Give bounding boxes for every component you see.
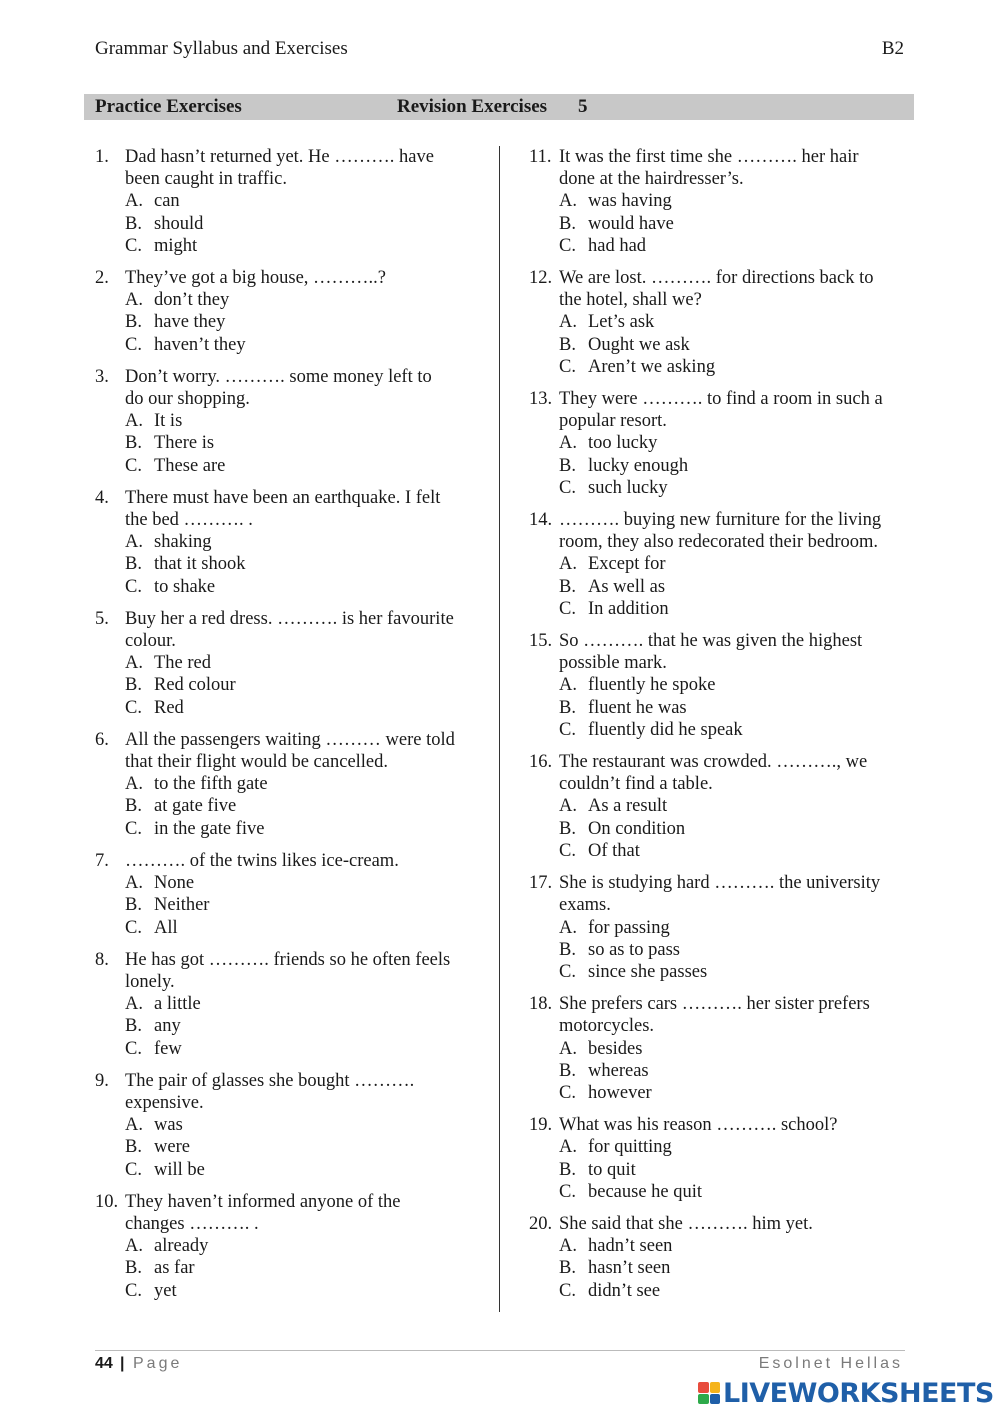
question-text: It was the first time she ………. her hair xyxy=(559,147,859,167)
answer-option xyxy=(559,213,919,235)
answer-option xyxy=(559,311,919,333)
question-item xyxy=(529,146,919,257)
question-number: 13. xyxy=(529,389,553,410)
question-text: Dad hasn’t returned yet. He ………. have xyxy=(125,147,434,167)
option-text: to shake xyxy=(154,576,216,597)
answer-option xyxy=(559,1280,919,1302)
exercise-number: 5 xyxy=(578,96,588,117)
option-letter: A. xyxy=(559,675,577,696)
option-text: These are xyxy=(154,455,226,476)
question-text: The pair of glasses she bought ………. xyxy=(125,1070,415,1091)
option-text: Ought we ask xyxy=(588,334,690,355)
option-text: On condition xyxy=(588,818,686,839)
answer-option xyxy=(559,356,919,378)
answer-option xyxy=(125,235,485,257)
question-item xyxy=(529,630,919,741)
question-item xyxy=(95,949,485,1060)
subsection-title: Revision Exercises xyxy=(397,96,548,117)
question-text: the bed ………. . xyxy=(125,510,253,531)
answer-option xyxy=(559,697,919,719)
question-text: been caught in traffic. xyxy=(125,169,287,190)
question-number: 4. xyxy=(95,487,109,508)
option-text: since she passes xyxy=(588,961,708,982)
answer-option xyxy=(125,213,485,235)
question-item xyxy=(95,1191,485,1302)
answer-option xyxy=(559,719,919,741)
option-text: had had xyxy=(588,235,647,256)
option-text: Let’s ask xyxy=(588,312,655,333)
option-letter: A. xyxy=(125,774,143,795)
answer-option xyxy=(125,1114,485,1136)
option-text: All xyxy=(154,917,178,938)
option-text: In addition xyxy=(588,598,669,619)
option-text: yet xyxy=(154,1280,177,1301)
question-text: So ………. that he was given the highest xyxy=(559,631,863,652)
question-number: 9. xyxy=(95,1070,109,1091)
question-number: 2. xyxy=(95,268,109,289)
option-text: for quitting xyxy=(588,1137,672,1158)
option-letter: B. xyxy=(125,312,142,333)
option-text: haven’t they xyxy=(154,334,246,355)
answer-option xyxy=(125,432,485,454)
option-letter: C. xyxy=(559,356,576,377)
option-letter: C. xyxy=(125,1280,142,1301)
answer-option xyxy=(125,1280,485,1302)
question-text: She is studying hard ………. the university xyxy=(559,873,881,894)
option-text: Aren’t we asking xyxy=(588,356,716,377)
question-number: 3. xyxy=(95,366,109,387)
option-text: too lucky xyxy=(588,433,658,454)
question-item xyxy=(95,1070,485,1181)
option-text: It is xyxy=(154,411,183,432)
option-letter: B. xyxy=(559,697,576,718)
answer-option xyxy=(125,576,485,598)
question-text: She prefers cars ………. her sister prefers xyxy=(559,994,870,1015)
question-text: couldn’t find a table. xyxy=(559,774,713,795)
question-text: There must have been an earthquake. I felt xyxy=(125,487,441,508)
question-text: ………. of the twins likes ice-cream. xyxy=(125,850,399,871)
option-letter: A. xyxy=(125,1115,143,1136)
question-text: They were ………. to find a room in such a xyxy=(559,389,883,410)
option-letter: B. xyxy=(125,1137,142,1158)
answer-option xyxy=(559,1181,919,1203)
level-label: B2 xyxy=(881,38,904,59)
liveworksheets-brand xyxy=(698,1377,994,1409)
option-letter: C. xyxy=(125,235,142,256)
question-item xyxy=(95,729,485,840)
option-text: hadn’t seen xyxy=(588,1236,673,1257)
question-text: possible mark. xyxy=(559,653,667,674)
question-item xyxy=(95,267,485,356)
question-text: Don’t worry. ………. some money left to xyxy=(125,366,432,387)
answer-option xyxy=(559,939,919,961)
question-item xyxy=(529,267,919,378)
question-text: They’ve got a big house, ………..? xyxy=(125,268,386,289)
question-text: The restaurant was crowded. ………., we xyxy=(559,752,868,773)
answer-option xyxy=(125,455,485,477)
answer-option xyxy=(125,697,485,719)
option-letter: B. xyxy=(125,1258,142,1279)
document-title: Grammar Syllabus and Exercises xyxy=(95,38,348,59)
questions-left-column xyxy=(95,146,485,1312)
page-label: Page xyxy=(133,1355,183,1372)
option-letter: A. xyxy=(559,554,577,575)
answer-option xyxy=(125,818,485,840)
option-letter: C. xyxy=(125,334,142,355)
question-text: All the passengers waiting ……… were told xyxy=(125,729,455,750)
option-text: to quit xyxy=(588,1159,636,1180)
question-item xyxy=(95,487,485,598)
option-letter: B. xyxy=(559,1060,576,1081)
option-text: None xyxy=(154,873,195,894)
answer-option xyxy=(125,1136,485,1158)
question-number: 16. xyxy=(529,752,553,773)
question-text: done at the hairdresser’s. xyxy=(559,169,744,190)
option-letter: A. xyxy=(559,191,577,212)
option-letter: A. xyxy=(125,290,143,311)
option-letter: A. xyxy=(559,1236,577,1257)
option-letter: B. xyxy=(125,1016,142,1037)
option-text: would have xyxy=(588,213,674,234)
question-number: 18. xyxy=(529,994,553,1015)
option-text: at gate five xyxy=(154,796,237,817)
answer-option xyxy=(559,477,919,499)
question-item xyxy=(529,509,919,620)
option-text: hasn’t seen xyxy=(588,1258,671,1279)
answer-option xyxy=(125,1015,485,1037)
option-letter: B. xyxy=(559,939,576,960)
option-text: any xyxy=(154,1016,181,1037)
question-text: the hotel, shall we? xyxy=(559,290,702,311)
option-text: to the fifth gate xyxy=(154,774,268,795)
question-text: She said that she ………. him yet. xyxy=(559,1213,813,1234)
option-letter: B. xyxy=(125,554,142,575)
page-separator: | xyxy=(120,1355,125,1372)
answer-option xyxy=(559,1257,919,1279)
question-text: popular resort. xyxy=(559,411,667,432)
option-letter: B. xyxy=(559,213,576,234)
option-text: shaking xyxy=(154,532,212,553)
option-text: however xyxy=(588,1082,652,1103)
option-letter: A. xyxy=(559,917,577,938)
answer-option xyxy=(125,1235,485,1257)
question-item xyxy=(529,993,919,1104)
answer-option xyxy=(559,674,919,696)
answer-option xyxy=(125,311,485,333)
option-text: As a result xyxy=(588,796,668,817)
option-text: such lucky xyxy=(588,477,668,498)
question-text: ………. buying new furniture for the living xyxy=(559,510,882,531)
question-text: that their flight would be cancelled. xyxy=(125,752,389,773)
question-text: motorcycles. xyxy=(559,1016,655,1037)
questions-right-column xyxy=(529,146,919,1312)
question-number: 8. xyxy=(95,949,109,970)
answer-option xyxy=(125,531,485,553)
answer-option xyxy=(559,1136,919,1158)
option-text: was xyxy=(154,1115,183,1136)
option-letter: A. xyxy=(559,1137,577,1158)
option-letter: A. xyxy=(125,1236,143,1257)
question-item xyxy=(95,146,485,257)
answer-option xyxy=(559,455,919,477)
answer-option xyxy=(125,993,485,1015)
answer-option xyxy=(125,334,485,356)
section-title: Practice Exercises xyxy=(95,96,242,117)
option-letter: C. xyxy=(559,1181,576,1202)
option-letter: C. xyxy=(559,477,576,498)
answer-option xyxy=(125,872,485,894)
option-letter: A. xyxy=(125,873,143,894)
answer-option xyxy=(559,576,919,598)
question-number: 6. xyxy=(95,729,109,750)
answer-option xyxy=(125,652,485,674)
option-letter: A. xyxy=(559,1038,577,1059)
option-text: Red colour xyxy=(154,675,236,696)
option-text: Except for xyxy=(588,554,666,575)
option-text: for passing xyxy=(588,917,670,938)
answer-option xyxy=(559,1060,919,1082)
question-number: 11. xyxy=(529,147,552,167)
answer-option xyxy=(125,1257,485,1279)
answer-option xyxy=(559,190,919,212)
option-text: Neither xyxy=(154,895,210,916)
question-text: We are lost. ………. for directions back to xyxy=(559,268,874,289)
option-letter: B. xyxy=(559,455,576,476)
question-number: 19. xyxy=(529,1115,553,1136)
option-letter: C. xyxy=(559,719,576,740)
question-number: 14. xyxy=(529,510,553,531)
answer-option xyxy=(559,917,919,939)
section-band xyxy=(84,94,914,120)
option-letter: C. xyxy=(559,1280,576,1301)
option-letter: C. xyxy=(559,840,576,861)
option-text: in the gate five xyxy=(154,818,265,839)
answer-option xyxy=(125,773,485,795)
option-letter: B. xyxy=(559,334,576,355)
answer-option xyxy=(559,553,919,575)
option-letter: C. xyxy=(125,1038,142,1059)
option-text: As well as xyxy=(588,576,666,597)
question-text: What was his reason ………. school? xyxy=(559,1115,838,1136)
option-text: didn’t see xyxy=(588,1280,661,1301)
option-text: fluent he was xyxy=(588,697,687,718)
option-text: a little xyxy=(154,994,201,1015)
option-text: have they xyxy=(154,312,226,333)
option-text: besides xyxy=(588,1038,643,1059)
option-letter: C. xyxy=(125,818,142,839)
option-letter: B. xyxy=(559,1258,576,1279)
brand-name: LIVEWORKSHEETS xyxy=(723,1377,994,1409)
option-letter: A. xyxy=(559,796,577,817)
option-text: lucky enough xyxy=(588,455,689,476)
question-item xyxy=(95,366,485,477)
option-letter: C. xyxy=(125,576,142,597)
answer-option xyxy=(125,289,485,311)
footer-rule xyxy=(95,1350,905,1351)
liveworksheets-logo-icon xyxy=(698,1382,720,1404)
question-number: 10. xyxy=(95,1191,119,1212)
answer-option xyxy=(125,917,485,939)
option-letter: A. xyxy=(125,994,143,1015)
answer-option xyxy=(125,1038,485,1060)
question-number: 5. xyxy=(95,608,109,629)
answer-option xyxy=(125,190,485,212)
option-letter: A. xyxy=(125,191,143,212)
option-text: as far xyxy=(154,1258,195,1279)
answer-option xyxy=(559,818,919,840)
question-item xyxy=(529,751,919,862)
page-number: 44 xyxy=(95,1355,113,1372)
answer-option xyxy=(559,598,919,620)
question-item xyxy=(95,608,485,719)
answer-option xyxy=(559,1159,919,1181)
option-letter: C. xyxy=(125,1159,142,1180)
question-text: He has got ………. friends so he often feels xyxy=(125,949,451,970)
option-letter: C. xyxy=(559,961,576,982)
answer-option xyxy=(125,674,485,696)
question-text: changes ………. . xyxy=(125,1213,259,1234)
publisher-name: Esolnet Hellas xyxy=(758,1355,903,1372)
answer-option xyxy=(559,1082,919,1104)
option-letter: B. xyxy=(125,433,142,454)
question-item xyxy=(95,850,485,939)
question-text: room, they also redecorated their bedroom. xyxy=(559,532,879,553)
question-item xyxy=(529,1114,919,1203)
option-letter: A. xyxy=(559,433,577,454)
answer-option xyxy=(559,795,919,817)
option-letter: B. xyxy=(125,675,142,696)
option-text: Red xyxy=(154,697,184,718)
option-text: don’t they xyxy=(154,290,230,311)
option-text: might xyxy=(154,235,198,256)
answer-option xyxy=(559,961,919,983)
question-text: They haven’t informed anyone of the xyxy=(125,1191,401,1212)
option-letter: A. xyxy=(125,532,143,553)
answer-option xyxy=(125,1159,485,1181)
option-letter: B. xyxy=(559,1159,576,1180)
option-letter: C. xyxy=(125,697,142,718)
question-text: Buy her a red dress. ………. is her favourite xyxy=(125,608,454,629)
question-item xyxy=(529,388,919,499)
question-text: do our shopping. xyxy=(125,389,250,410)
question-number: 12. xyxy=(529,268,553,289)
option-text: that it shook xyxy=(154,554,246,575)
answer-option xyxy=(125,553,485,575)
option-letter: B. xyxy=(125,895,142,916)
option-letter: A. xyxy=(125,411,143,432)
column-divider xyxy=(499,146,500,1312)
option-letter: B. xyxy=(559,576,576,597)
option-text: can xyxy=(154,191,180,212)
option-letter: B. xyxy=(125,796,142,817)
option-text: was having xyxy=(588,191,672,212)
option-text: Of that xyxy=(588,840,640,861)
option-text: few xyxy=(154,1038,182,1059)
option-text: should xyxy=(154,213,204,234)
question-item xyxy=(529,872,919,983)
option-letter: B. xyxy=(125,213,142,234)
answer-option xyxy=(125,795,485,817)
option-letter: C. xyxy=(559,598,576,619)
answer-option xyxy=(559,840,919,862)
question-number: 17. xyxy=(529,873,553,894)
answer-option xyxy=(559,1235,919,1257)
answer-option xyxy=(559,334,919,356)
answer-option xyxy=(559,1038,919,1060)
option-text: already xyxy=(154,1236,209,1257)
question-number: 1. xyxy=(95,147,109,167)
option-text: fluently he spoke xyxy=(588,675,716,696)
option-text: fluently did he speak xyxy=(588,719,743,740)
question-number: 20. xyxy=(529,1213,553,1234)
question-text: exams. xyxy=(559,895,611,916)
answer-option xyxy=(125,410,485,432)
question-item xyxy=(529,1213,919,1302)
question-number: 15. xyxy=(529,631,553,652)
option-letter: A. xyxy=(125,653,143,674)
option-text: were xyxy=(154,1137,190,1158)
option-letter: C. xyxy=(125,917,142,938)
answer-option xyxy=(559,235,919,257)
option-letter: A. xyxy=(559,312,577,333)
option-letter: C. xyxy=(559,235,576,256)
option-text: so as to pass xyxy=(588,939,680,960)
option-letter: C. xyxy=(559,1082,576,1103)
option-text: There is xyxy=(154,433,215,454)
answer-option xyxy=(125,894,485,916)
question-text: colour. xyxy=(125,631,176,652)
question-text: lonely. xyxy=(125,971,175,992)
question-number: 7. xyxy=(95,850,109,871)
option-text: will be xyxy=(154,1159,205,1180)
option-text: The red xyxy=(154,653,212,674)
question-text: expensive. xyxy=(125,1092,204,1113)
option-letter: C. xyxy=(125,455,142,476)
option-text: whereas xyxy=(588,1060,649,1081)
answer-option xyxy=(559,432,919,454)
option-letter: B. xyxy=(559,818,576,839)
option-text: because he quit xyxy=(588,1181,703,1202)
